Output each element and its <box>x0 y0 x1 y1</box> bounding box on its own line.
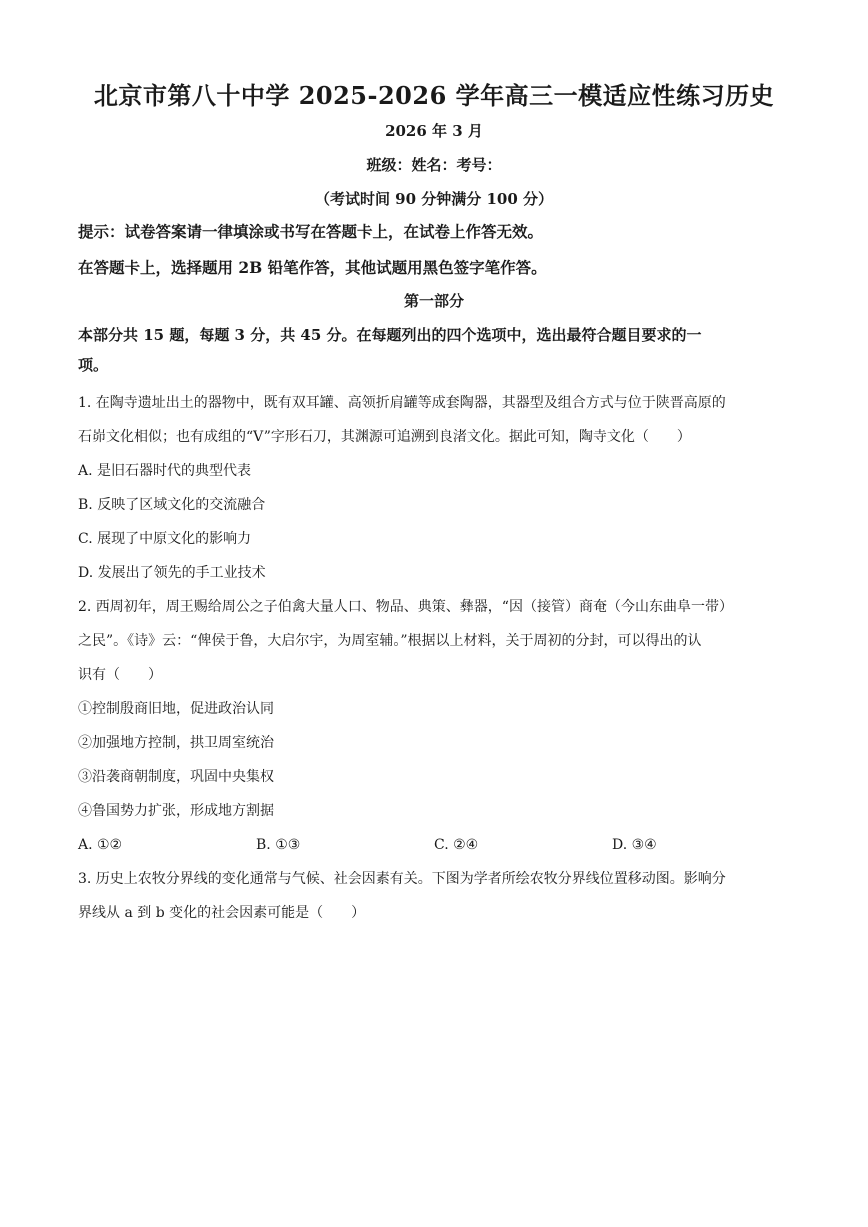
option-b: B. ①③ <box>256 837 301 853</box>
question-1 <box>78 386 790 590</box>
question-stem-line: 界线从 a 到 b 变化的社会因素可能是（ ） <box>78 905 366 921</box>
exam-title: 北京市第八十中学 2025-2026 学年高三一模适应性练习历史 <box>93 81 775 110</box>
question-stem-line: 2. 西周初年，周王赐给周公之子伯禽大量人口、物品、典策、彝器，“因（接管）商奄（今山东曲阜一带） <box>78 599 733 615</box>
exam-date: 2026 年 3 月 <box>385 122 483 140</box>
question-3 <box>78 862 790 930</box>
part-intro <box>78 320 790 380</box>
statement-1: ①控制殷商旧地，促进政治认同 <box>78 701 274 717</box>
option-a: A. ①② <box>78 837 123 853</box>
option-d: D. 发展出了领先的手工业技术 <box>78 565 266 581</box>
statement-2: ②加强地方控制，拱卫周室统治 <box>78 735 274 751</box>
part-intro-line-1: 本部分共 15 题，每题 3 分，共 45 分。在每题列出的四个选项中，选出最符合题目要求的一 <box>78 326 702 344</box>
option-b: B. 反映了区域文化的交流融合 <box>78 497 266 513</box>
option-c: C. 展现了中原文化的影响力 <box>78 531 252 547</box>
options-row <box>78 828 790 862</box>
statement-3: ③沿袭商朝制度，巩固中央集权 <box>78 769 274 785</box>
notice-line-1: 提示：试卷答案请一律填涂或书写在答题卡上，在试卷上作答无效。 <box>78 222 544 241</box>
question-stem-line: 1. 在陶寺遗址出土的器物中，既有双耳罐、高领折肩罐等成套陶器，其器型及组合方式与位于陕晋高原的 <box>78 395 726 411</box>
option-d: D. ③④ <box>612 837 657 853</box>
question-stem-line: 识有（ ） <box>78 667 162 683</box>
option-c: C. ②④ <box>434 837 479 853</box>
question-stem-line: 石峁文化相似；也有成组的“V”字形石刀，其渊源可追溯到良渚文化。据此可知，陶寺文化（ ） <box>78 429 691 445</box>
exam-time: （考试时间 90 分钟满分 100 分） <box>314 190 554 208</box>
student-info-line: 班级：姓名：考号： <box>366 156 502 174</box>
part-heading: 第一部分 <box>403 292 464 310</box>
statement-4: ④鲁国势力扩张，形成地方割据 <box>78 803 274 819</box>
part-intro-line-2: 项。 <box>78 356 109 374</box>
notice-line-2: 在答题卡上，选择题用 2B 铅笔作答，其他试题用黑色签字笔作答。 <box>78 258 547 277</box>
question-stem-line: 之民”。《诗》云：“俾侯于鲁，大启尔宇，为周室辅。”根据以上材料，关于周初的分封，可以得出的认 <box>78 633 702 649</box>
question-2 <box>78 590 790 862</box>
question-stem-line: 3. 历史上农牧分界线的变化通常与气候、社会因素有关。下图为学者所绘农牧分界线位置移动图。影响分 <box>78 871 726 887</box>
option-a: A. 是旧石器时代的典型代表 <box>78 463 252 479</box>
